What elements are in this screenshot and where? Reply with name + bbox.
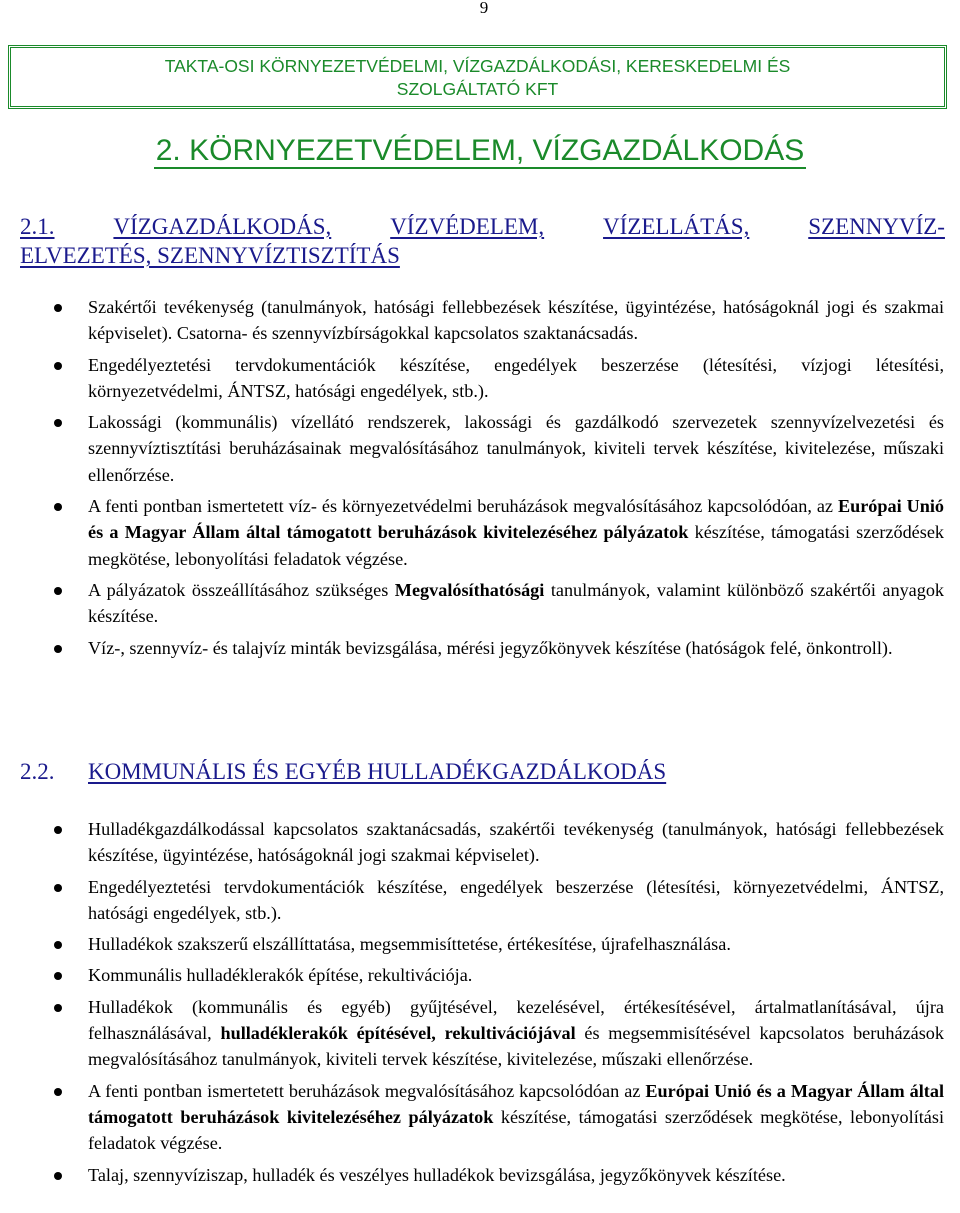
text-run: Kommunális hulladéklerakók építése, rekultivációja.	[88, 965, 473, 986]
bullet-dot-icon	[54, 1004, 62, 1012]
company-name-line-2: SZOLGÁLTATÓ KFT	[396, 79, 559, 99]
text-run: és megsemmisítésével kapcsolatos beruházások megvalósításához tanulmányok, kiviteli tervek készítése, kivitelezése, műszaki ellenőrzése.	[88, 1023, 944, 1070]
section-title-word: VÍZELLÁTÁS,	[603, 214, 750, 239]
section-heading-2-1	[20, 212, 945, 270]
text-run: tanulmányok, valamint különböző szakértői anyagok készítése.	[88, 579, 945, 627]
bullet-dot-icon	[54, 972, 62, 980]
text-run: Víz-, szennyvíz- és talajvíz minták bevizsgálása, mérési jegyzőkönyvek készítése (hatóságok felé, önkontroll).	[88, 637, 893, 658]
main-title	[0, 132, 960, 170]
bullet-dot-icon	[54, 362, 62, 370]
list-item	[88, 1078, 944, 1157]
section-heading-line-1	[20, 212, 945, 241]
text-run: A pályázatok összeállításához szükséges	[88, 579, 395, 600]
page-number: 9	[479, 0, 489, 17]
text-run: készítése, támogatási szerződések megkötése, lebonyolítási feladatok végzése.	[88, 522, 944, 569]
list-item	[88, 352, 944, 405]
list-item	[88, 493, 944, 572]
text-run: Hulladékok szakszerű elszállíttatása, megsemmisíttetése, értékesítése, újrafelhasználása.	[88, 934, 731, 955]
text-run: Talaj, szennyvíziszap, hulladék és veszélyes hulladékok bevizsgálása, jegyzőkönyvek készítése.	[88, 1164, 786, 1185]
list-item	[88, 931, 944, 957]
bold-text: Megvalósíthatósági	[394, 579, 545, 600]
bold-text: Európai Unió és a Magyar Állam által támogatott beruházások kivitelezéséhez pályázatok	[88, 496, 944, 543]
list-item	[88, 577, 944, 630]
bullet-dot-icon	[54, 1172, 62, 1180]
list-item	[88, 994, 944, 1073]
bold-text: Európai Unió és a Magyar Állam által támogatott beruházások kivitelezéséhez pályázatok	[88, 1080, 944, 1127]
bullet-dot-icon	[54, 503, 62, 511]
bullet-dot-icon	[54, 1088, 62, 1096]
bullet-dot-icon	[54, 826, 62, 834]
list-item	[88, 409, 944, 488]
list-item	[88, 294, 944, 347]
list-item	[88, 816, 944, 869]
text-run: Hulladékok (kommunális és egyéb) gyűjtésével, kezelésével, értékesítésével, ártalmatlanításával, újra felhasználásával,	[88, 996, 944, 1044]
section-number: 2.2.	[20, 759, 55, 784]
bold-text: hulladéklerakók építésével, rekultivációjával	[220, 1023, 576, 1044]
text-run: Hulladékgazdálkodással kapcsolatos szaktanácsadás, szakértői tevékenység (tanulmányok, hatósági fellebbezések készítése, ügyintézése, hatóságoknál jogi szakmai képviselet).	[88, 819, 944, 866]
section-title-word: SZENNYVÍZ-	[808, 214, 945, 239]
bullet-dot-icon	[54, 304, 62, 312]
section-heading-2-2	[20, 757, 945, 786]
bullet-dot-icon	[54, 941, 62, 949]
text-run: Lakossági (kommunális) vízellátó rendszerek, lakossági és gazdálkodó szervezetek szennyvízelvezetési és szennyvíztisztítási beruházásainak megvalósításához tanulmányok, kiviteli tervek készítése, kivitelezése, műszaki ellenőrzése.	[88, 412, 944, 485]
section-heading-line-2: ELVEZETÉS, SZENNYVÍZTISZTÍTÁS	[20, 243, 400, 268]
text-run: Szakértői tevékenység (tanulmányok, hatósági fellebbezések készítése, ügyintézése, hatóságoknál jogi és szakmai képviselet). Csatorna- és szennyvízbírságokkal kapcsolatos szaktanácsadás.	[88, 297, 944, 344]
bullet-dot-icon	[54, 587, 62, 595]
list-item	[88, 635, 944, 661]
text-run: A fenti pontban ismertetett beruházások megvalósításához kapcsolódóan az	[88, 1080, 646, 1101]
text-run: Engedélyeztetési tervdokumentációk készítése, engedélyek beszerzése (létesítési, vízjogi létesítési, környezetvédelmi, ÁNTSZ, hatósági engedélyek, stb.).	[88, 354, 944, 401]
list-item	[88, 874, 944, 927]
main-title-text: 2. KÖRNYEZETVÉDELEM, VÍZGAZDÁLKODÁS	[155, 134, 805, 167]
text-run: készítése, támogatási szerződések megkötése, lebonyolítási feladatok végzése.	[88, 1106, 944, 1154]
list-item	[88, 962, 944, 988]
bullet-list-waste	[0, 816, 960, 1193]
bullet-dot-icon	[54, 645, 62, 653]
section-title-word: VÍZVÉDELEM,	[390, 214, 545, 239]
section-number: 2.1.	[20, 214, 55, 239]
bullet-dot-icon	[54, 884, 62, 892]
section-title: KOMMUNÁLIS ÉS EGYÉB HULLADÉKGAZDÁLKODÁS	[88, 759, 667, 784]
list-item	[88, 1162, 944, 1188]
bullet-dot-icon	[54, 419, 62, 427]
text-run: Engedélyeztetési tervdokumentációk készítése, engedélyek beszerzése (létesítési, környezetvédelmi, ÁNTSZ, hatósági engedélyek, stb.).	[88, 876, 944, 923]
company-name-line-1: TAKTA-OSI KÖRNYEZETVÉDELMI, VÍZGAZDÁLKODÁSI, KERESKEDELMI ÉS	[164, 56, 791, 76]
company-name-box	[8, 45, 947, 109]
text-run: A fenti pontban ismertetett víz- és környezetvédelmi beruházások megvalósításához kapcsolódóan, az	[88, 496, 838, 517]
section-title-word: VÍZGAZDÁLKODÁS,	[113, 214, 332, 239]
bullet-list-water	[0, 294, 960, 666]
